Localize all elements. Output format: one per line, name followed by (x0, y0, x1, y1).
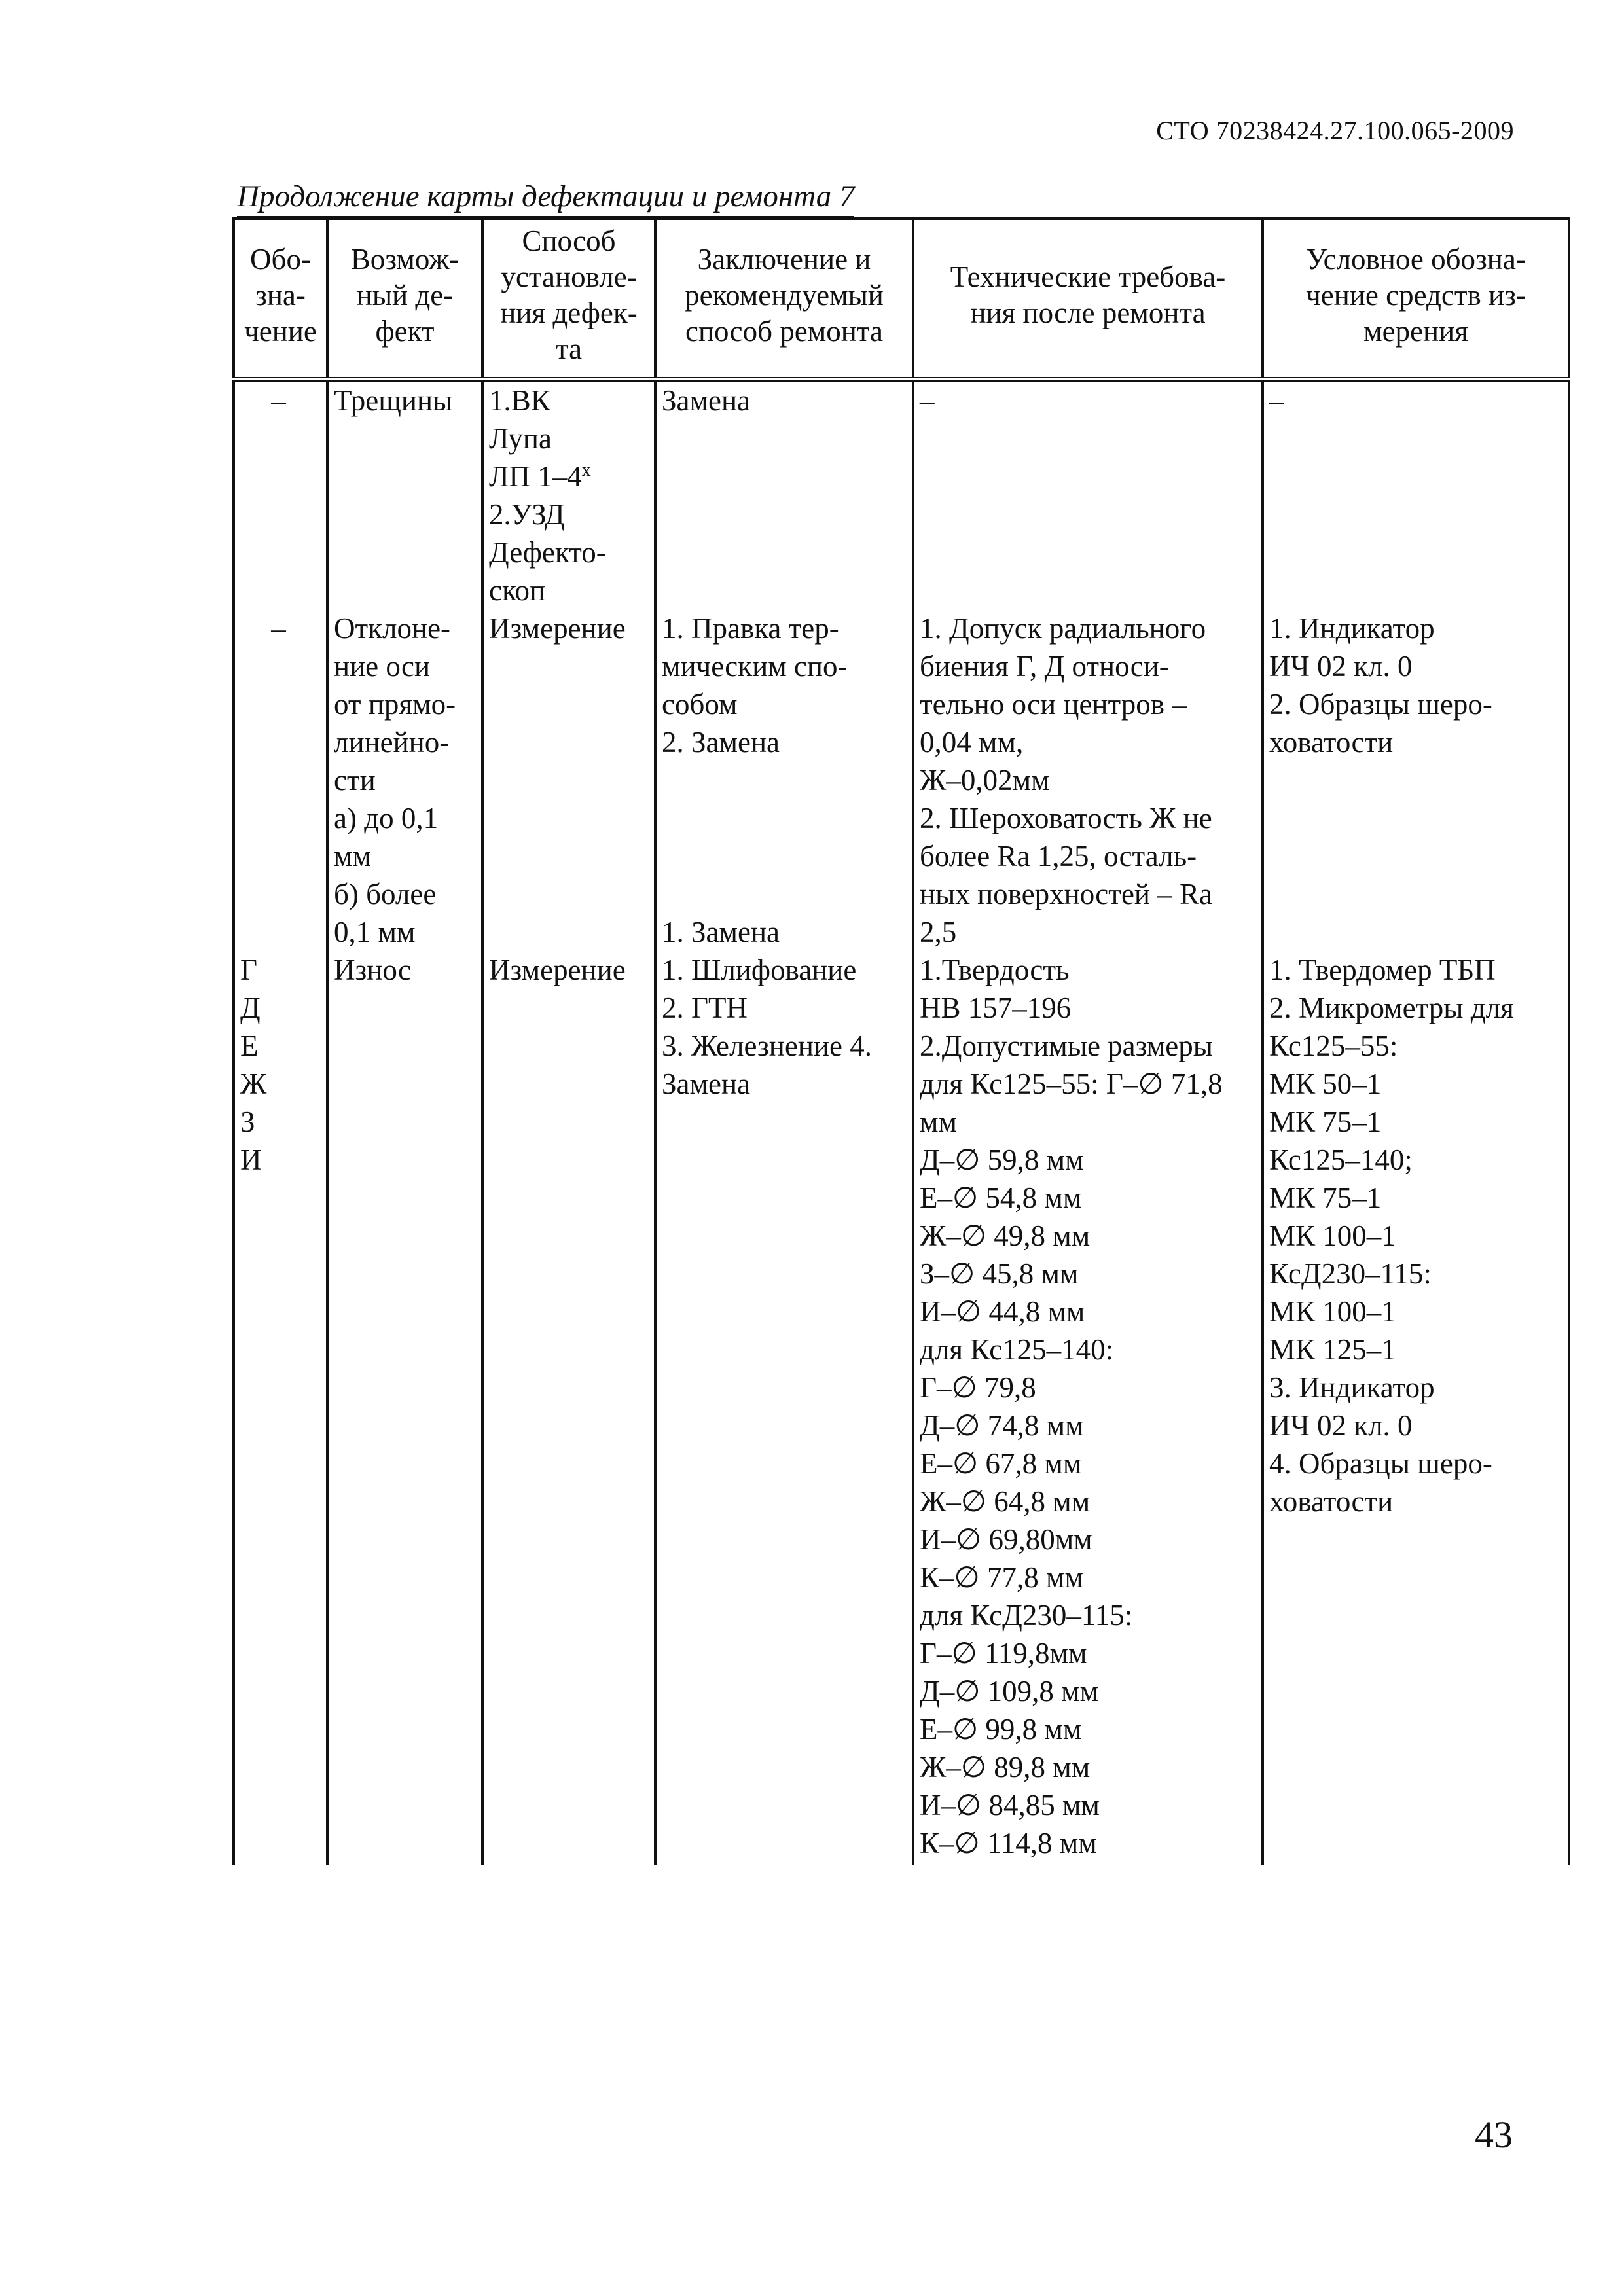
table-caption: Продолжение карты дефектации и ремонта 7 (237, 177, 854, 217)
cell-conclusion: 1. Правка тер- мическим спо- собом 2. Замена 1. Замена (655, 609, 913, 951)
cell-detection-method: Измерение (482, 609, 655, 951)
cell-detection-method: Измерение (482, 951, 655, 1865)
method-text: 1.ВК Лупа ЛП 1–4 (489, 384, 582, 493)
cell-designation: – (234, 380, 327, 610)
cell-conclusion: 1. Шлифование 2. ГТН 3. Железнение 4. Замена (655, 951, 913, 1865)
cell-defect: Износ (327, 951, 482, 1865)
table-row (234, 609, 1569, 951)
cell-designation: – (234, 609, 327, 951)
table-row (234, 951, 1569, 1865)
cell-defect: Отклоне- ние оси от прямо- линейно- сти а) до 0,1 мм б) более 0,1 мм (327, 609, 482, 951)
cell-defect: Трещины (327, 380, 482, 610)
cell-conclusion: Замена (655, 380, 913, 610)
method-text-continued: 2.УЗД Дефекто- скоп (489, 498, 606, 607)
column-header-defect: Возмож- ный де- фект (327, 219, 482, 380)
table-row (234, 380, 1569, 610)
column-header-requirements: Технические требова- ния после ремонта (913, 219, 1263, 380)
footnote-mark: х (581, 460, 591, 480)
column-header-instruments: Условное обозна- чение средств из- мерения (1263, 219, 1569, 380)
defect-repair-table (232, 217, 1570, 1865)
cell-requirements: 1.Твердость НВ 157–196 2.Допустимые размеры для Кс125–55: Г–∅ 71,8 мм Д–∅ 59,8 мм Е–∅ 54,8 мм Ж–∅ 49,8 мм З–∅ 45,8 мм И–∅ 44,8 мм для Кс125–140: Г–∅ 79,8 Д–∅ 74,8 мм Е–∅ 67,8 мм Ж–∅ 64,8 мм И–∅ 69,80мм К–∅ 77,8 мм для КсД230–115: Г–∅ 119,8мм Д–∅ 109,8 мм Е–∅ 99,8 мм Ж–∅ 89,8 мм И–∅ 84,85 мм К–∅ 114,8 мм (913, 951, 1263, 1865)
cell-requirements: 1. Допуск радиального биения Г, Д относи- тельно оси центров – 0,04 мм, Ж–0,02мм 2. Шероховатость Ж не более Ra 1,25, осталь- ных поверхностей – Ra 2,5 (913, 609, 1263, 951)
column-header-designation: Обо- зна- чение (234, 219, 327, 380)
column-header-detection-method: Способ установле- ния дефек- та (482, 219, 655, 380)
page-number: 43 (1475, 2113, 1513, 2156)
cell-requirements: – (913, 380, 1263, 610)
cell-instruments: 1. Твердомер ТБП 2. Микрометры для Кс125–55: МК 50–1 МК 75–1 Кс125–140; МК 75–1 МК 100–1 КсД230–115: МК 100–1 МК 125–1 3. Индикатор ИЧ 02 кл. 0 4. Образцы шеро- ховатости (1263, 951, 1569, 1865)
table-header-row (234, 219, 1569, 380)
column-header-conclusion: Заключение и рекомендуемый способ ремонта (655, 219, 913, 380)
document-code: СТО 70238424.27.100.065-2009 (1156, 116, 1514, 145)
cell-designation: Г Д Е Ж З И (234, 951, 327, 1865)
cell-instruments: – (1263, 380, 1569, 610)
cell-instruments: 1. Индикатор ИЧ 02 кл. 0 2. Образцы шеро- ховатости (1263, 609, 1569, 951)
cell-detection-method (482, 380, 655, 610)
